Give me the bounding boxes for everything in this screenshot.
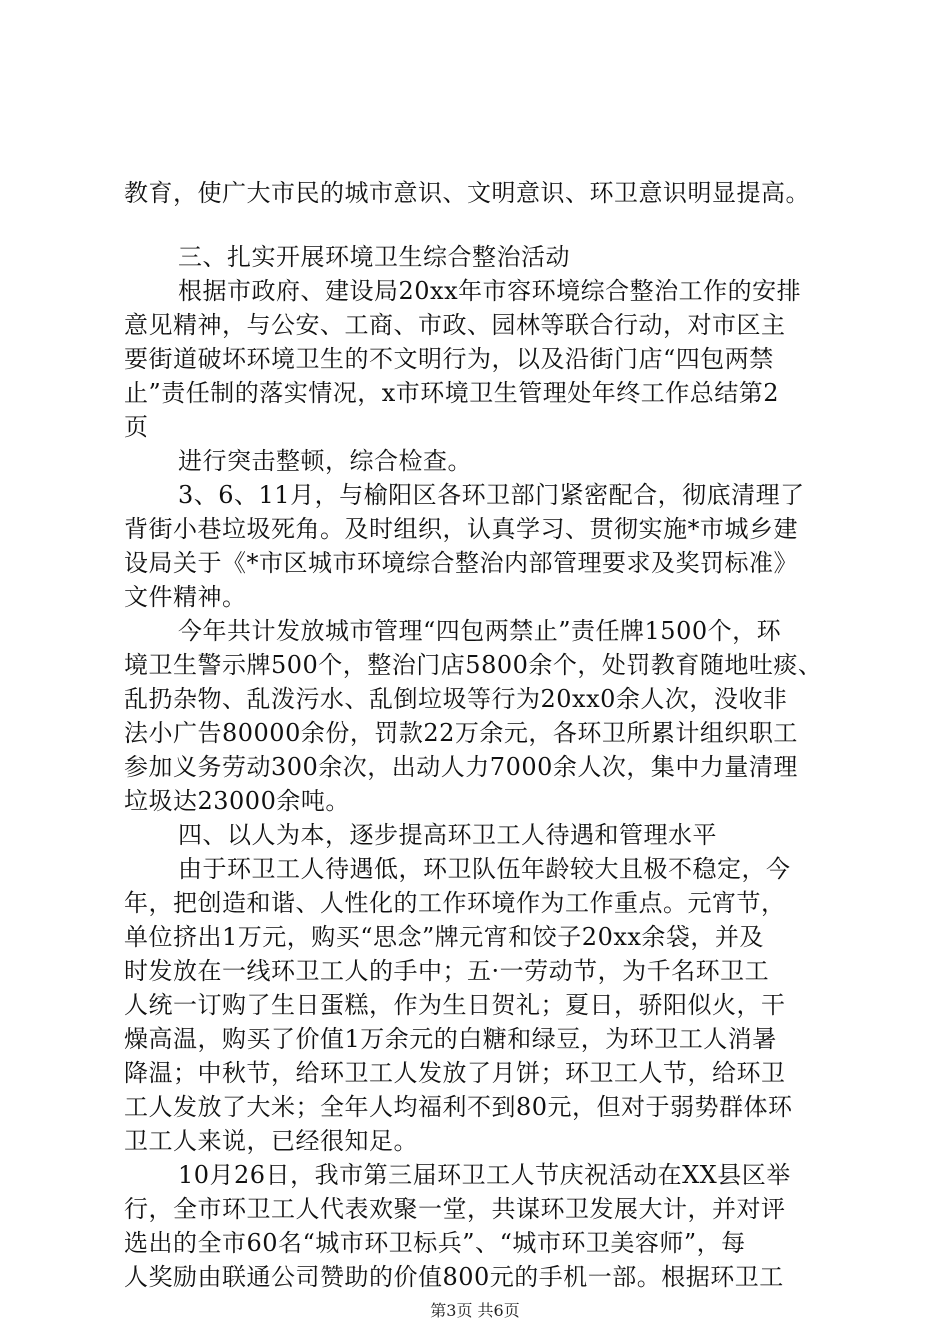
text-line: 进行突击整顿，综合检查。 <box>178 447 472 475</box>
text-line: 乱扔杂物、乱泼污水、乱倒垃圾等行为20xx0余人次，没收非 <box>124 685 788 713</box>
page-footer: 第3页 共6页 <box>430 1301 520 1320</box>
text-line: 意见精神，与公安、工商、市政、园林等联合行动，对市区主 <box>124 311 786 339</box>
text-line: 背街小巷垃圾死角。及时组织，认真学习、贯彻实施*市城乡建 <box>124 515 798 543</box>
text-line: 四、以人为本，逐步提高环卫工人待遇和管理水平 <box>178 821 717 849</box>
text-line: 单位挤出1万元，购买“思念”牌元宵和饺子20xx余袋，并及 <box>124 923 764 951</box>
document-body <box>124 176 854 1294</box>
text-line: 人奖励由联通公司赞助的价值800元的手机一部。根据环卫工 <box>124 1263 784 1291</box>
text-line: 页 <box>124 413 149 441</box>
text-line: 法小广告80000余份，罚款22万余元，各环卫所累计组织职工 <box>124 719 798 747</box>
text-line: 燥高温，购买了价值1万余元的白糖和绿豆，为环卫工人消暑 <box>124 1025 777 1053</box>
text-line: 今年共计发放城市管理“四包两禁止”责任牌1500个，环 <box>178 617 782 645</box>
text-line: 参加义务劳动300余次，出动人力7000余人次，集中力量清理 <box>124 753 798 781</box>
text-line: 10月26日，我市第三届环卫工人节庆祝活动在XX县区举 <box>178 1161 791 1189</box>
text-line: 设局关于《*市区城市环境综合整治内部管理要求及奖罚标准》 <box>124 549 798 577</box>
text-line: 三、扎实开展环境卫生综合整治活动 <box>178 243 570 271</box>
text-line: 垃圾达23000余吨。 <box>124 787 350 815</box>
text-line: 人统一订购了生日蛋糕，作为生日贺礼；夏日，骄阳似火，干 <box>124 991 786 1019</box>
text-line: 降温；中秋节，给环卫工人发放了月饼；环卫工人节，给环卫 <box>124 1059 786 1087</box>
paragraph-gap <box>124 210 854 240</box>
text-line: 卫工人来说，已经很知足。 <box>124 1127 418 1155</box>
text-line: 选出的全市60名“城市环卫标兵”、“城市环卫美容师”，每 <box>124 1229 746 1257</box>
text-line: 教育，使广大市民的城市意识、文明意识、环卫意识明显提高。 <box>124 179 810 207</box>
text-line: 境卫生警示牌500个，整治门店5800余个，处罚教育随地吐痰、 <box>124 651 823 679</box>
text-line: 文件精神。 <box>124 583 247 611</box>
text-line: 要街道破坏环境卫生的不文明行为，以及沿街门店“四包两禁 <box>124 345 774 373</box>
text-line: 止”责任制的落实情况，x市环境卫生管理处年终工作总结第2 <box>124 379 780 407</box>
text-line: 工人发放了大米；全年人均福利不到80元，但对于弱势群体环 <box>124 1093 793 1121</box>
text-line: 行，全市环卫工人代表欢聚一堂，共谋环卫发展大计，并对评 <box>124 1195 786 1223</box>
text-line: 年，把创造和谐、人性化的工作环境作为工作重点。元宵节， <box>124 889 786 917</box>
text-line: 时发放在一线环卫工人的手中；五·一劳动节，为千名环卫工 <box>124 957 770 985</box>
text-line: 3、6、11月，与榆阳区各环卫部门紧密配合，彻底清理了 <box>178 481 805 509</box>
text-line: 根据市政府、建设局20xx年市容环境综合整治工作的安排 <box>178 277 802 305</box>
text-line: 由于环卫工人待遇低，环卫队伍年龄较大且极不稳定，今 <box>178 855 791 883</box>
